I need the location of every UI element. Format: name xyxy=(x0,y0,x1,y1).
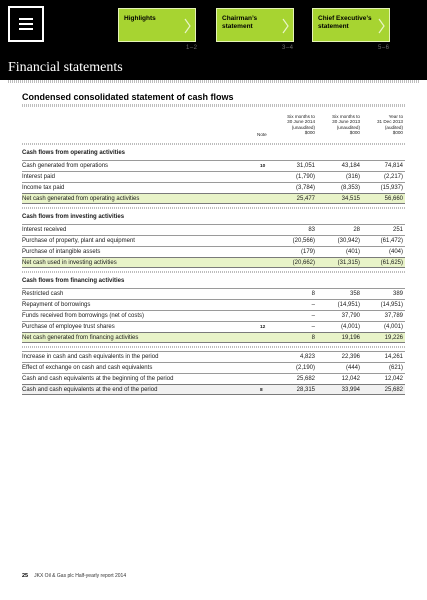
table-row-grand-total: Cash and cash equivalents at the end of the period 8 28,315 33,994 25,682 xyxy=(22,384,405,395)
tab-page-range: 3–4 xyxy=(282,45,294,51)
tab-label: Chairman’s statement xyxy=(222,15,258,30)
footer-text: JKX Oil & Gas plc Half-yearly report 2014 xyxy=(34,573,127,579)
divider xyxy=(22,204,405,212)
table-row: Purchase of property, plant and equipment (20,566) (30,942) (61,472) xyxy=(22,235,405,246)
table-row: Interest received 83 28 251 xyxy=(22,224,405,235)
column-header-h1-2013: Six months to 30 June 2013 (unaudited) $000 xyxy=(332,114,360,136)
divider xyxy=(8,80,419,83)
tab-highlights[interactable] xyxy=(118,8,196,42)
chevron-right-icon xyxy=(378,18,385,34)
divider xyxy=(22,140,405,148)
table-row: Effect of exchange on cash and cash equivalents (2,190) (444) (621) xyxy=(22,362,405,373)
table-row: Funds received from borrowings (net of costs) – 37,790 37,789 xyxy=(22,310,405,321)
table-row: Cash flows from operating activities xyxy=(22,150,126,156)
table-row: Cash flows from financing activities xyxy=(22,278,125,284)
note-column-header: Note xyxy=(257,132,267,137)
tab-chairmans-statement[interactable] xyxy=(216,8,294,42)
chevron-right-icon xyxy=(184,18,191,34)
table-row: Increase in cash and cash equivalents in the period 4,823 22,396 14,261 xyxy=(22,351,405,362)
column-header-fy-2013: Year to 31 Dec 2013 (audited) $000 xyxy=(376,114,403,136)
divider xyxy=(22,343,405,351)
table-row: Purchase of intangible assets (179) (401) (404) xyxy=(22,246,405,257)
header-band xyxy=(0,0,427,80)
menu-icon[interactable] xyxy=(8,6,44,42)
page-title: Financial statements xyxy=(8,60,123,75)
cash-flow-table xyxy=(22,110,405,395)
divider xyxy=(22,268,405,276)
tab-page-range: 5–6 xyxy=(378,45,390,51)
tab-chief-executives-statement[interactable] xyxy=(312,8,390,42)
tab-label: Highlights xyxy=(124,15,156,22)
table-header xyxy=(22,110,405,140)
table-row-total: Net cash generated from operating activities 25,477 34,515 56,660 xyxy=(22,193,405,204)
table-row: Cash flows from investing activities xyxy=(22,214,125,220)
table-row: Restricted cash 8 358 389 xyxy=(22,288,405,299)
chevron-right-icon xyxy=(282,18,289,34)
table-row: Cash and cash equivalents at the beginning of the period 25,682 12,042 12,042 xyxy=(22,373,405,384)
table-row: Interest paid (1,790) (316) (2,217) xyxy=(22,171,405,182)
column-header-h1-2014: Six months to 30 June 2014 (unaudited) $000 xyxy=(287,114,315,136)
divider xyxy=(22,104,405,107)
tab-page-range: 1–2 xyxy=(186,45,198,51)
table-row: Cash generated from operations 10 31,051 43,184 74,814 xyxy=(22,160,405,171)
tab-label: Chief Executive’s statement xyxy=(318,15,372,30)
table-row: Income tax paid (3,784) (8,353) (15,937) xyxy=(22,182,405,193)
table-row: Repayment of borrowings – (14,951) (14,951) xyxy=(22,299,405,310)
table-row: Purchase of employee trust shares 12 – (4,001) (4,001) xyxy=(22,321,405,332)
page-number: 25 xyxy=(22,573,29,579)
section-title: Condensed consolidated statement of cash flows xyxy=(22,92,234,102)
page-footer xyxy=(22,573,126,579)
table-row-total: Net cash used in investing activities (20,662) (31,315) (61,625) xyxy=(22,257,405,268)
table-row-total: Net cash generated from financing activities 8 19,196 19,226 xyxy=(22,332,405,343)
